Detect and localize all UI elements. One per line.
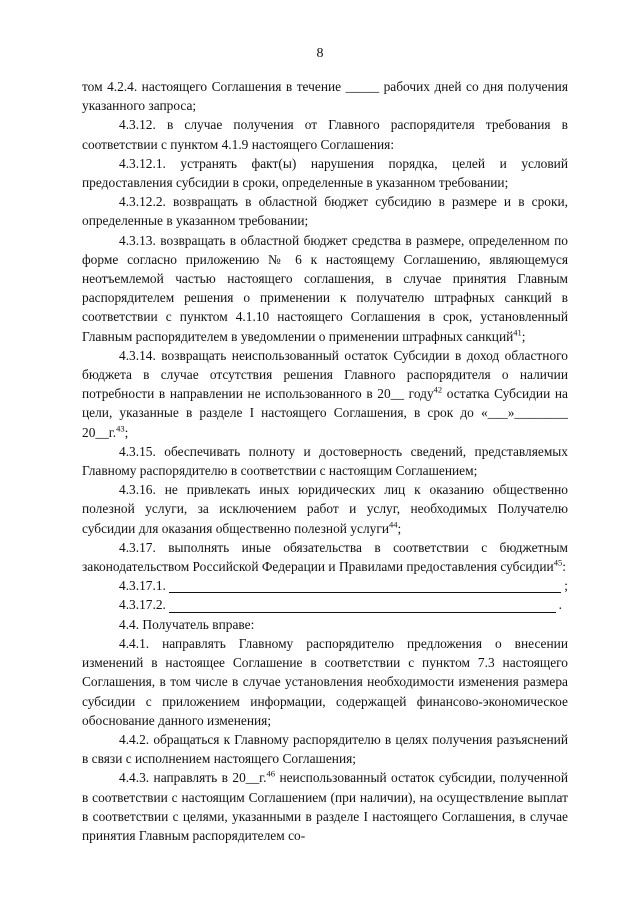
blank-line [169, 579, 561, 593]
fill-label: 4.3.17.2. [119, 597, 166, 613]
footnote-ref: 41 [513, 327, 522, 338]
fill-end: ; [564, 578, 568, 594]
paragraph-continuation: том 4.2.4. настоящего Соглашения в течение _____ рабочих дней со дня получения указанного запроса; [82, 79, 568, 114]
paragraph-end: ; [521, 328, 526, 344]
paragraph-4-3-14 [82, 346, 568, 442]
paragraph-4-3-17 [82, 538, 568, 576]
blank-line [169, 599, 556, 613]
document-body [82, 77, 568, 845]
paragraph-4-3-12: 4.3.12. в случае получения от Главного распорядителя требования в соответствии с пунктом 4.1.9 настоящего Соглашения: [82, 117, 568, 152]
paragraph-4-3-12-2: 4.3.12.2. возвращать в областной бюджет субсидию в размере и в сроки, определенные в указанном требовании; [82, 194, 568, 229]
footnote-ref: 43 [116, 423, 125, 434]
paragraph-text: 4.4.3. направлять в 20__г. [119, 770, 267, 786]
fill-line-4-3-17-2 [82, 595, 568, 614]
paragraph-text: 4.3.16. не привлекать иных юридических лиц к оказанию общественно полезной услуги, за исключением работ и услуг, необходимых Получателю субсидии для оказания общественно полезной услуги [82, 482, 568, 536]
paragraph-end: ; [124, 424, 129, 440]
paragraph-4-4-1: 4.4.1. направлять Главному распорядителю предложения о внесении изменений в настоящее Соглашение в соответствии с пунктом 7.3 настоящего Соглашения, в том числе в случае установления необходимости изменения размера субсидии с приложением информации, содержащей финансово-экономическое обоснование данного изменения; [82, 635, 568, 728]
paragraph-4-4: 4.4. Получатель вправе: [119, 616, 255, 632]
paragraph-4-3-12-1: 4.3.12.1. устранять факт(ы) нарушения порядка, целей и условий предоставления субсидии в сроки, определенные в указанном требовании; [82, 155, 568, 191]
page-number: 8 [316, 46, 324, 61]
footnote-ref: 42 [433, 384, 443, 395]
paragraph-text: неиспользованный остаток субсидии, полученной в соответствии с настоящим Соглашением (при наличии), на осуществление выплат в соответствии с целями, указанными в разделе I настоящего Соглашения, в случае принятия Главным распорядителем со- [82, 770, 568, 843]
paragraph-4-3-13 [82, 231, 568, 346]
footnote-ref: 46 [266, 768, 276, 779]
paragraph-text: 4.3.14. возвращать неиспользованный остаток Субсидии в доход областного бюджета в случае отсутствия решения Главного распорядителя о наличии потребности в направлении не использованного в 20__ году [82, 347, 568, 402]
paragraph-4-4-2: 4.4.2. обращаться к Главному распорядителю в целях получения разъяснений в связи с исполнением настоящего Соглашения; [82, 731, 568, 767]
paragraph-4-3-15: 4.3.15. обеспечивать полноту и достоверность сведений, представляемых Главному распорядителю в соответствии с настоящим Соглашением; [82, 443, 568, 479]
footnote-ref: 44 [388, 519, 398, 530]
fill-line-4-3-17-1 [82, 576, 568, 595]
paragraph-text: 4.3.17. выполнять иные обязательства в соответствии с бюджетным законодательством Российской Федерации и Правилами предоставления субсидии [82, 539, 568, 575]
fill-end: . [558, 597, 562, 613]
paragraph-end: : [562, 559, 566, 575]
paragraph-4-4-3 [82, 768, 568, 845]
paragraph-text: остатка Субсидии на цели, указанные в разделе I настоящего Соглашения, в срок до «___»________ 20__г. [82, 386, 568, 440]
paragraph-end: ; [397, 520, 402, 536]
paragraph-4-3-16 [82, 480, 568, 538]
paragraph-text: 4.3.13. возвращать в областной бюджет средства в размере, определенном по форме согласно приложению № 6 к настоящему Соглашению, являющемуся неотъемлемой частью настоящего соглашения, в случае принятия Главным распорядителем решения о применении к получателю штрафных санкций в соответствии с пунктом 4.1.10 настоящего Соглашения в срок, установленный Главным распорядителем в уведомлении о применении штрафных санкций [82, 232, 568, 344]
fill-label: 4.3.17.1. [119, 578, 166, 594]
footnote-ref: 45 [553, 557, 563, 568]
